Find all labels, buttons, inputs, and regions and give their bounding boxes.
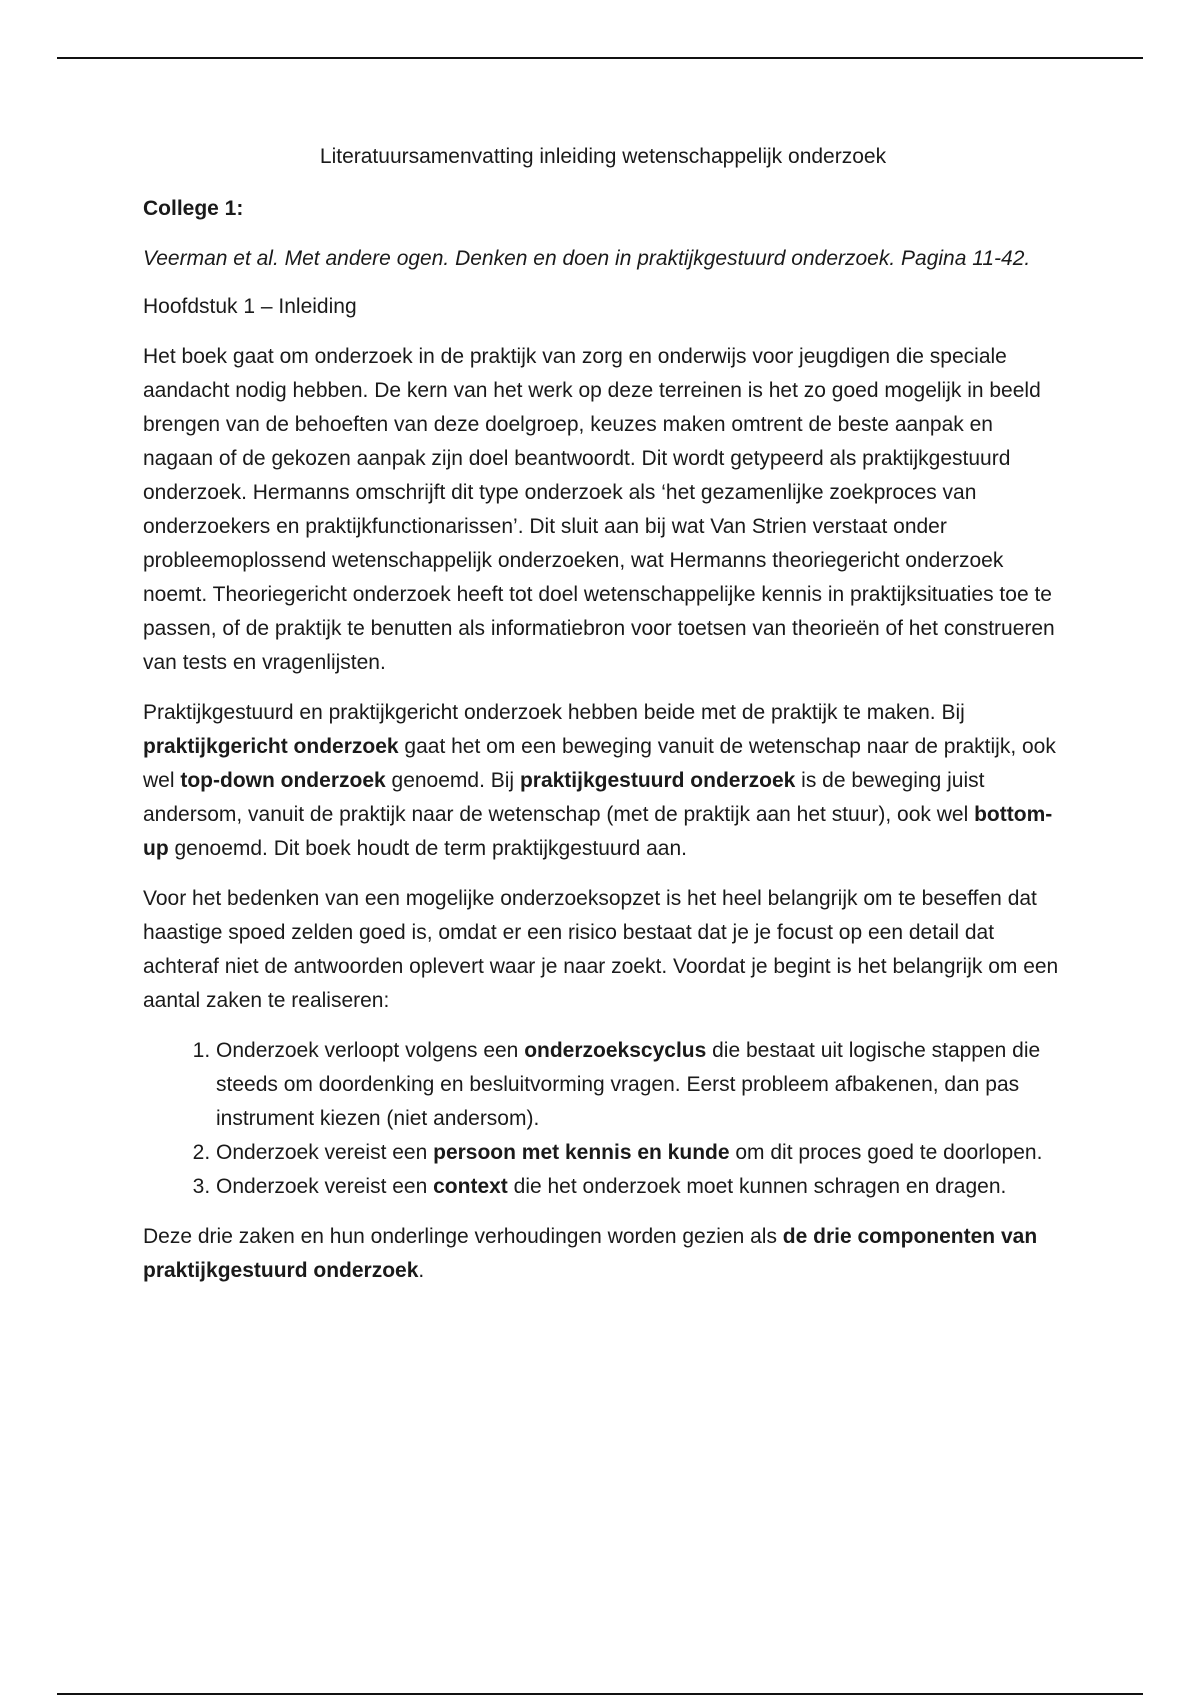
bold-term: top-down onderzoek (180, 769, 386, 792)
bold-term: praktijkgericht onderzoek (143, 735, 399, 758)
bold-term: praktijkgestuurd onderzoek (519, 769, 796, 792)
text-span: genoemd. Dit boek houdt de term praktijkgestuurd aan. (168, 837, 687, 860)
text-span: is de beweging juist andersom, vanuit de praktijk naar de wetenschap (met de praktijk aan het stuur), ook wel (143, 769, 985, 826)
text-span: Onderzoek vereist een (216, 1141, 434, 1164)
bold-term: persoon met kennis en kunde (433, 1141, 730, 1164)
bold-term: onderzoekscyclus (524, 1039, 707, 1062)
text-span: Onderzoek verloopt volgens een (216, 1039, 525, 1062)
bold-term: bottom-up (143, 803, 1053, 860)
bold-term: de drie componenten van praktijkgestuurd onderzoek (143, 1225, 1038, 1282)
top-rule (57, 57, 1143, 59)
text-span: Onderzoek vereist een (216, 1175, 434, 1198)
reference-citation: Veerman et al. Met andere ogen. Denken en doen in praktijkgestuurd onderzoek. Pagina 11-42. (143, 247, 1031, 270)
list-item (216, 1170, 1063, 1204)
text-span: genoemd. Bij (385, 769, 520, 792)
text-span: gaat het om een beweging vanuit de wetenschap naar de praktijk, ook wel (143, 735, 1056, 792)
list-item (216, 1034, 1063, 1136)
text-span: Deze drie zaken en hun onderlinge verhoudingen worden gezien als (143, 1225, 783, 1248)
text-span: die bestaat uit logische stappen die steeds om doordenking en besluitvorming vragen. Eerst probleem afbakenen, dan pas instrument kiezen (niet andersom). (216, 1039, 1041, 1130)
paragraph-research-design: Voor het bedenken van een mogelijke onderzoeksopzet is het heel belangrijk om te beseffen dat haastige spoed zelden goed is, omdat er een risico bestaat dat je je focust op een detail dat achteraf niet de antwoorden oplevert waar je naar zoekt. Voordat je begint is het belangrijk om een aantal zaken te realiseren: (143, 887, 1059, 1012)
paragraph-intro: Het boek gaat om onderzoek in de praktijk van zorg en onderwijs voor jeugdigen die speciale aandacht nodig hebben. De kern van het werk op deze terreinen is het zo goed mogelijk in beeld brengen van de behoeften van deze doelgroep, keuzes maken omtrent de beste aanpak en nagaan of de gekozen aanpak zijn doel beantwoordt. Dit wordt getypeerd als praktijkgestuurd onderzoek. Hermanns omschrijft dit type onderzoek als ‘het gezamenlijke zoekproces van onderzoekers en praktijkfunctionarissen’. Dit sluit aan bij wat Van Strien verstaat onder probleemoplossend wetenschappelijk onderzoeken, wat Hermanns theoriegericht onderzoek noemt. Theoriegericht onderzoek heeft tot doel wetenschappelijke kennis in praktijksituaties toe te passen, of de praktijk te benutten als informatiebron voor toetsen van theorieën of het construeren van tests en vragenlijsten. (143, 345, 1055, 674)
text-span: om dit proces goed te doorlopen. (729, 1141, 1043, 1164)
paragraph-conclusion (143, 1220, 1063, 1288)
list-item (216, 1136, 1063, 1170)
text-span: Praktijkgestuurd en praktijkgericht onderzoek hebben beide met de praktijk te maken. Bij (143, 701, 965, 724)
chapter-heading: Hoofdstuk 1 – Inleiding (143, 295, 357, 318)
bold-term: context (433, 1175, 508, 1198)
paragraph-research-types (143, 696, 1063, 866)
document-page (143, 140, 1063, 1304)
bottom-rule (57, 1693, 1143, 1695)
text-span: die het onderzoek moet kunnen schragen en dragen. (507, 1175, 1007, 1198)
numbered-list (143, 1034, 1063, 1204)
text-span: . (418, 1259, 425, 1282)
college-heading: College 1: (143, 197, 244, 220)
document-title: Literatuursamenvatting inleiding wetenschappelijk onderzoek (319, 145, 887, 168)
